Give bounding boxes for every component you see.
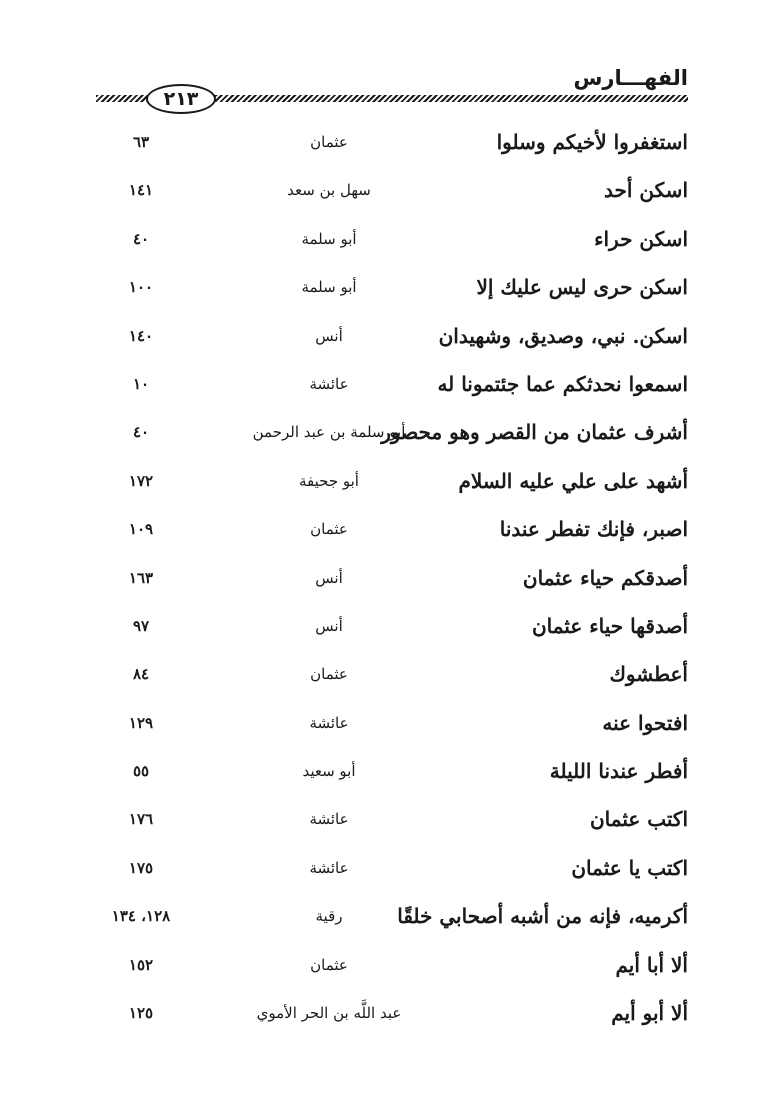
index-entry — [96, 120, 688, 168]
page-number: ٢١٣ — [146, 84, 216, 114]
entry-narrator: أبو سلمة — [301, 278, 357, 297]
entry-phrase: اسكن أحد — [604, 178, 688, 203]
entry-phrase: اكتب عثمان — [589, 807, 688, 832]
entry-narrator: أبو سلمة — [301, 229, 357, 248]
index-entry — [96, 556, 688, 604]
entry-phrase: اسمعوا نحدثكم عما جئتمونا له — [437, 371, 688, 396]
entry-phrase: أفطر عندنا الليلة — [549, 759, 688, 784]
entry-phrase: أشرف عثمان من القصر وهو محصور — [381, 420, 688, 445]
section-title: الفهـــارس — [573, 66, 688, 90]
entry-pages: ١٢٨، ١٣٤ — [111, 907, 171, 926]
entry-narrator: عائشة — [309, 374, 349, 393]
entry-phrase: اصبر، فإنك تفطر عندنا — [499, 517, 688, 542]
index-entry — [96, 410, 688, 458]
entry-pages: ١٢٥ — [128, 1004, 154, 1023]
entry-pages: ١٥٢ — [128, 955, 154, 974]
entry-pages: ٤٠ — [132, 423, 150, 442]
entry-pages: ١٧٦ — [128, 810, 154, 829]
entry-phrase: اكتب يا عثمان — [571, 855, 688, 880]
entry-narrator: عثمان — [310, 133, 348, 151]
entry-pages: ٦٣ — [132, 133, 150, 151]
index-entry — [96, 749, 688, 797]
entry-pages: ١٦٣ — [128, 568, 154, 587]
entry-pages: ١٤٠ — [128, 326, 154, 345]
entry-pages: ١٠ — [132, 374, 150, 393]
entry-narrator: عائشة — [309, 810, 349, 829]
entry-phrase: أشهد على علي عليه السلام — [458, 468, 688, 493]
index-entry — [96, 894, 688, 942]
entry-narrator: سهل بن سعد — [287, 181, 371, 200]
entry-phrase: افتحوا عنه — [602, 710, 688, 735]
index-entry — [96, 604, 688, 652]
index-entry — [96, 943, 688, 991]
page-header — [96, 62, 688, 118]
entry-phrase: ألا أبو أيم — [611, 1001, 688, 1026]
index-entry — [96, 314, 688, 362]
index-entry — [96, 652, 688, 700]
index-entry — [96, 459, 688, 507]
entry-phrase: أكرميه، فإنه من أشبه أصحابي خلقًا — [397, 904, 688, 929]
entry-narrator: عثمان — [310, 955, 348, 974]
entry-pages: ٨٤ — [132, 665, 150, 684]
entry-narrator: أنس — [315, 568, 343, 587]
entry-pages: ١٢٩ — [128, 713, 154, 732]
entry-phrase: اسكن. نبي، وصديق، وشهيدان — [438, 323, 688, 348]
entry-pages: ١٠٠ — [128, 278, 154, 297]
index-entry — [96, 846, 688, 894]
entry-narrator: عائشة — [309, 858, 349, 877]
entry-narrator: عبد اللَّه بن الحر الأموي — [256, 1004, 402, 1023]
entry-narrator: أبو جحيفة — [299, 471, 359, 490]
index-entry — [96, 507, 688, 555]
entry-phrase: اسكن حراء — [594, 226, 688, 251]
entry-phrase: اسكن حرى ليس عليك إلا — [476, 275, 688, 300]
entry-narrator: أنس — [315, 326, 343, 345]
entry-phrase: أصدقها حياء عثمان — [531, 613, 688, 638]
index-entry — [96, 265, 688, 313]
index-entry — [96, 217, 688, 265]
entry-narrator: أنس — [315, 616, 343, 635]
index-entry — [96, 168, 688, 216]
entry-phrase: أعطشوك — [609, 662, 688, 687]
entry-phrase: ألا أبا أيم — [615, 952, 688, 977]
index-entry — [96, 701, 688, 749]
entry-narrator: عثمان — [310, 520, 348, 539]
index-list — [96, 120, 688, 1039]
entry-phrase: استغفروا لأخيكم وسلوا — [496, 130, 688, 154]
index-entry — [96, 991, 688, 1039]
entry-pages: ٤٠ — [132, 229, 150, 248]
entry-phrase: أصدقكم حياء عثمان — [522, 565, 688, 590]
entry-narrator: عثمان — [310, 665, 348, 684]
entry-narrator: أبو سعيد — [302, 762, 356, 781]
entry-pages: ١٠٩ — [128, 520, 154, 539]
entry-narrator: رقية — [315, 907, 343, 926]
entry-pages: ١٧٥ — [128, 858, 154, 877]
index-entry — [96, 362, 688, 410]
entry-narrator: عائشة — [309, 713, 349, 732]
entry-pages: ٩٧ — [132, 616, 150, 635]
entry-narrator: أبو سلمة بن عبد الرحمن — [252, 423, 406, 442]
entry-pages: ٥٥ — [132, 762, 150, 781]
index-entry — [96, 797, 688, 845]
entry-pages: ١٧٢ — [128, 471, 154, 490]
entry-pages: ١٤١ — [128, 181, 154, 200]
